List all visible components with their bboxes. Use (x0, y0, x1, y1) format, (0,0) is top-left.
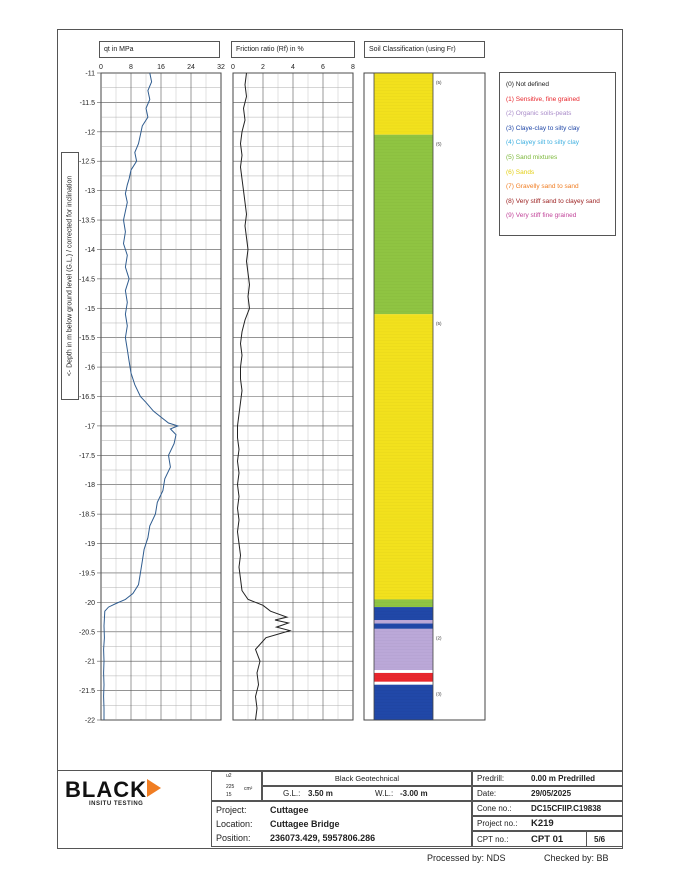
legend-item: (1) Sensitive, fine grained (506, 95, 580, 103)
levels-row (262, 786, 472, 801)
processed-by: Processed by: NDS (427, 853, 506, 863)
friction-panel-title: Friction ratio (Rf) in % (231, 41, 355, 58)
legend-item: (6) Sands (506, 168, 535, 176)
x-tick-label: 24 (187, 64, 195, 71)
wl-value: -3.00 m (400, 789, 428, 798)
project-value: Cuttagee (270, 805, 309, 815)
x-tick-label: 2 (261, 64, 265, 71)
gl-value: 3.50 m (308, 789, 333, 798)
x-tick-label: 32 (217, 64, 225, 71)
layer-label: (5) (436, 320, 442, 326)
x-tick-label: 4 (291, 64, 295, 71)
y-tick-label: -17.5 (79, 452, 95, 460)
cone-value-d: cm² (244, 786, 253, 792)
legend-item: (5) Sand mixtures (506, 153, 558, 161)
layer-label: (2) (436, 635, 442, 641)
position-label: Position: (216, 833, 251, 843)
y-tick-label: -11 (85, 70, 95, 78)
y-axis-label: <- Depth in m below ground level (G.L.) / corrected for inclination (66, 175, 74, 377)
logo-subtext: INSITU TESTING (89, 801, 144, 807)
legend-item: (7) Gravelly sand to sand (506, 183, 579, 191)
page-number: 5/6 (594, 835, 606, 844)
y-tick-label: -19 (84, 541, 95, 549)
soil-layer (374, 135, 433, 314)
qt-panel (99, 64, 225, 720)
classification-panel (364, 73, 485, 720)
y-axis-ticks (79, 71, 101, 725)
cpt-value: CPT 01 (531, 834, 564, 845)
predrill-value: 0.00 m Predrilled (531, 774, 596, 783)
x-tick-label: 6 (321, 64, 325, 71)
soil-layer (374, 314, 433, 599)
y-tick-label: -12.5 (79, 158, 95, 166)
y-tick-label: -14.5 (79, 276, 95, 284)
date-row (472, 786, 623, 801)
x-tick-label: 8 (351, 64, 355, 71)
classification-panel-title: Soil Classification (using Fr) (364, 41, 485, 58)
location-value: Cuttagee Bridge (270, 819, 340, 829)
soil-layer (374, 682, 433, 685)
legend-item: (0) Not defined (506, 81, 549, 88)
cone-label: Cone no.: (477, 804, 512, 813)
logo-text: BLACK (65, 777, 147, 802)
cone-icon (211, 771, 262, 801)
logo-arrow-icon (147, 779, 161, 797)
layer-label: (3) (436, 691, 442, 697)
logo (57, 771, 211, 813)
checked-by: Checked by: BB (544, 853, 609, 863)
legend-item: (2) Organic soils-peats (506, 110, 572, 118)
soil-layer (374, 73, 433, 135)
legend-item: (3) Claye-clay to silty clay (506, 124, 580, 132)
y-tick-label: -20 (84, 599, 95, 607)
gl-label: G.L.: (283, 789, 301, 798)
y-tick-label: -15.5 (79, 335, 95, 343)
y-tick-label: -21.5 (79, 688, 95, 696)
y-tick-label: -15 (84, 305, 95, 313)
soil-layer (374, 673, 433, 682)
predrill-label: Predrill: (477, 774, 505, 783)
soil-layer (374, 607, 433, 620)
cone-row (472, 801, 623, 816)
y-tick-label: -18.5 (79, 511, 95, 519)
y-tick-label: -11.5 (79, 99, 95, 107)
friction-panel (231, 64, 355, 720)
soil-layer (374, 624, 433, 629)
cpt-row (472, 831, 623, 847)
layer-label: (5) (436, 141, 442, 147)
project-label: Project: (216, 805, 247, 815)
position-value: 236073.429, 5957806.286 (270, 833, 376, 843)
y-tick-label: -21 (84, 658, 95, 666)
date-label: Date: (477, 789, 497, 798)
soil-layer (374, 599, 433, 607)
page-divider (586, 832, 587, 846)
predrill-row (472, 771, 623, 786)
y-tick-label: -20.5 (79, 629, 95, 637)
x-tick-label: 0 (99, 64, 103, 71)
y-tick-label: -19.5 (79, 570, 95, 578)
cone-value: DC15CFIIP.C19838 (531, 804, 602, 813)
y-tick-label: -16.5 (79, 394, 95, 401)
y-tick-label: -13 (84, 188, 95, 196)
title-block (57, 770, 623, 847)
x-tick-label: 0 (231, 64, 235, 71)
x-tick-label: 16 (157, 64, 165, 71)
legend-item: (9) Very stiff fine grained (506, 212, 577, 220)
project-no-row (472, 816, 623, 831)
y-tick-label: -12 (84, 129, 95, 137)
y-tick-label: -14 (84, 246, 95, 254)
y-tick-label: -16 (84, 364, 95, 372)
cone-value-a: u2 (226, 773, 232, 779)
legend-item: (4) Clayey silt to silty clay (506, 139, 579, 147)
wl-label: W.L.: (375, 789, 394, 798)
date-value: 29/05/2025 (531, 789, 572, 798)
y-tick-label: -18 (84, 482, 95, 490)
y-tick-label: -13.5 (79, 217, 95, 225)
project-no-label: Project no.: (477, 819, 518, 828)
layer-label: (5) (436, 79, 442, 85)
cone-value-b: 225 (226, 784, 235, 790)
location-label: Location: (216, 819, 253, 829)
y-tick-label: -22 (84, 717, 95, 725)
soil-legend (499, 72, 616, 236)
y-tick-label: -17 (84, 423, 95, 431)
x-tick-label: 8 (129, 64, 133, 71)
cone-value-c: 15 (226, 792, 232, 798)
qt-panel-title: qt in MPa (99, 41, 220, 58)
company-name: Black Geotechnical (262, 771, 472, 786)
soil-layer (374, 670, 433, 673)
project-no-value: K219 (531, 818, 554, 829)
project-info (211, 801, 472, 847)
legend-item: (8) Very stiff sand to clayey sand (506, 197, 600, 205)
cpt-label: CPT no.: (477, 835, 509, 844)
